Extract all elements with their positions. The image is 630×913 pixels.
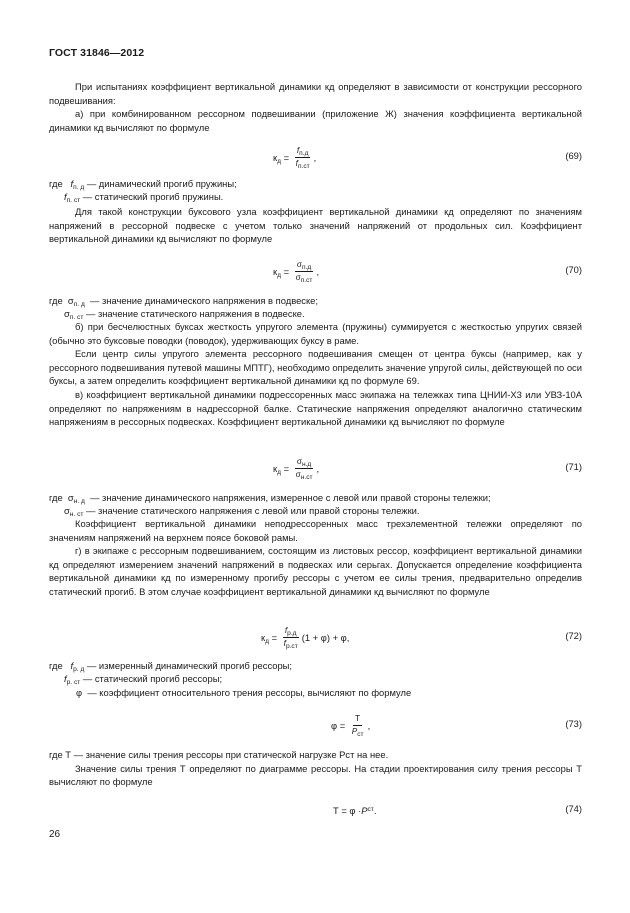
def71-a: где $\sigma_{н. д}$ — значение динамического напряжения, измеренное с левой или правой стороны тележки; [49,492,491,505]
def69-b: $f_{п. ст}$ — статический прогиб пружины. [64,191,224,204]
item-a-paragraph: а) при комбинированном рессорном подвешивании (приложение Ж) значения коэффициента вертикальной динамики кд вычисляют по формуле [49,108,582,133]
eq69-fraction: $\frac{f_{п.д}}{f_{п.ст}}$ [295,145,310,170]
def70-b: $\sigma_{п. ст}$ — значение статического напряжения в подвеске. [64,308,305,321]
def72-c: φ — коэффициент относительного трения рессоры, вычисляют по формуле [76,687,412,698]
para-g-block: Коэффициент вертикальной динамики неподрессоренных масс трехэлементной тележки определяют по значениям напряжений на верхнем поясе боковой рамы. г) в экипаже с рессорным подвешиванием, состоящим из листовых рессор, коэффициент вертикальной динамики кд определяют измерением значений напряжений в подвесках или серьгах. Допускается определение коэффициента вертикальной динамики кд по измеренному прогибу рессоры с учетом ее силы трения, предварительно определив статический прогиб. В этом случае коэффициент вертикальной динамики кд вычисляют по формуле [49,518,582,597]
equation-70: $к_д$ = $\frac{\sigma_{п.д}}{\sigma_{п.ст}}$ , (70) [273,259,582,284]
para-t-block: где Т — значение силы трения рессоры при статической нагрузке Pст на нее. Значение силы трения Т определяют по диаграмме рессоры. На стадии проектирования силу трения рессоры Т вычисляют по формуле [49,749,582,788]
standard-header: ГОСТ 31846—2012 [49,47,145,59]
eq69-number: (69) [565,150,582,161]
eq74-number: (74) [565,803,582,814]
equation-69: $к_д$ = $\frac{f_{п.д}}{f_{п.ст}}$ , (69) [273,145,582,170]
page-number: 26 [49,829,61,840]
equation-73: φ = $\frac{Т}{P_{ст}}$ , (73) [331,713,582,738]
equation-71: $к_д$ = $\frac{\sigma_{н.д}}{\sigma_{н.ст}}$ , (71) [273,456,582,481]
def70-a: где $\sigma_{п. д}$ — значение динамического напряжения в подвеске; [49,295,319,308]
equation-74: Т = φ · P ст . (74) [333,803,582,816]
eq69-lhs: $к_д$ [273,151,281,165]
def73: где Т — значение силы трения рессоры при статической нагрузке Pст на нее. [49,749,389,760]
def72-a: где $f_{р. д}$ — измеренный динамический прогиб рессоры; [49,660,293,673]
def69-a: где $f_{п. д}$ — динамический прогиб пружины; [49,178,237,191]
intro-block [49,80,582,134]
eq70-number: (70) [565,264,582,275]
def71-b: $\sigma_{н. ст}$ — значение статического напряжения с левой или правой стороны тележки. [64,505,420,518]
eq71-number: (71) [565,461,582,472]
para-buxa-block: Для такой конструкции буксового узла коэффициент вертикальной динамики кд определяют по значениям напряжений в рессорной подвеске с учетом только значений напряжений от продольных сил. Коэффициент вертикальной динамики кд вычисляют по формуле [49,206,582,245]
def72-b: $f_{р. ст}$ — статический прогиб рессоры; [64,673,223,686]
equation-72: $к_д$ = $\frac{f_{р.д}}{f_{р.ст}}$ (1 + φ) + φ, (72) [261,625,582,650]
intro-paragraph: При испытаниях коэффициент вертикальной динамики кд определяют в зависимости от конструкции рессорного подвешивания: [49,81,582,106]
eq72-number: (72) [565,630,582,641]
para-b-block: б) при бесчелюстных буксах жесткость упругого элемента (пружины) суммируется с жесткостью упругих связей (обычно это буксовые поводки (поводок), удерживающих буксу в раме. Если центр силы упругого элемента рессорного подвешивания смещен от центра буксы (например, как у рессорного подвешивания путевой машины МПТГ), необходимо определить значение упругой силы, действующей по оси буксы, а затем определить коэффициент вертикальной динамики кд по формуле 69. в) коэффициент вертикальной динамики подрессоренных масс экипажа на тележках типа ЦНИИ-Х3 или УВЗ-10А определяют по напряжениям в надрессорной балке. Статические напряжения определяют аналогично статическим напряжениям в рессорных подвесках. Коэффициент вертикальной динамики кд вычисляют по формуле [49,321,582,428]
eq73-number: (73) [565,718,582,729]
